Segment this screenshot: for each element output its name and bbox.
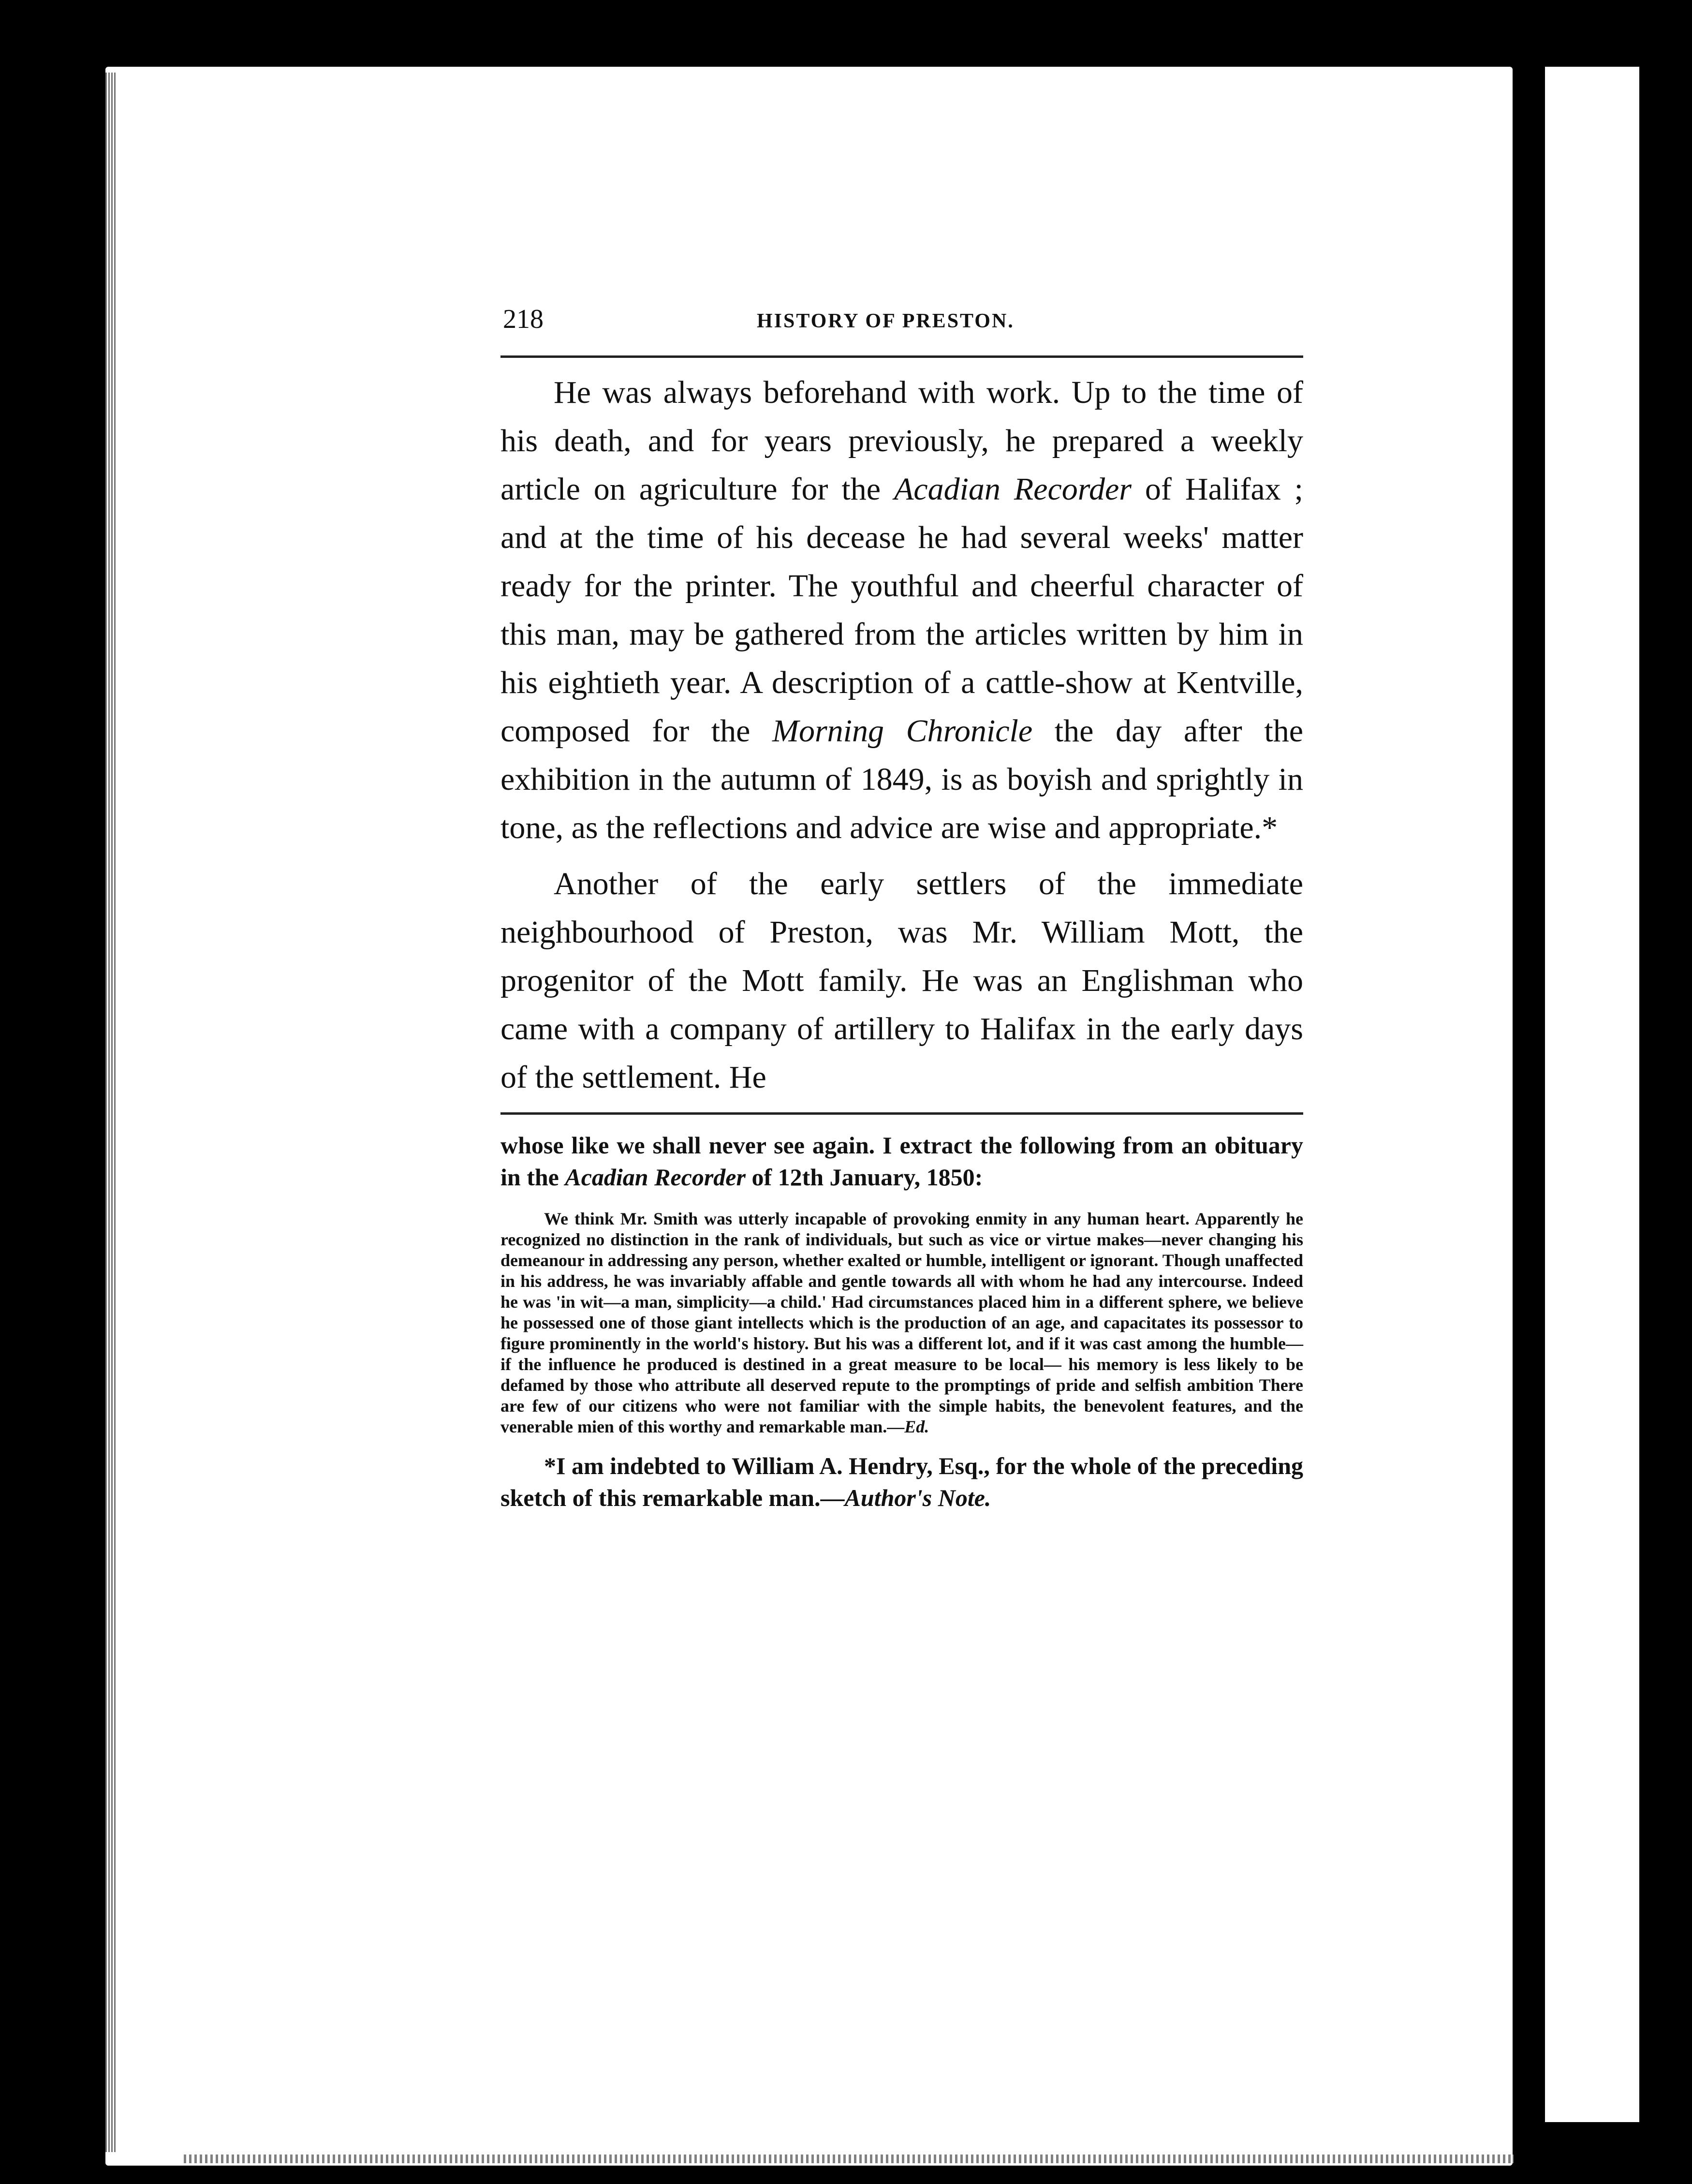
footnote-quote-signature: Ed. (904, 1417, 929, 1436)
next-page-edge (1545, 67, 1639, 2122)
author-note (500, 1450, 1303, 1514)
page-spine-edge (105, 73, 116, 2152)
footnote-quote (500, 1209, 1303, 1437)
paragraph-1 (500, 369, 1303, 852)
footnote-lead (500, 1129, 1303, 1193)
footnote-lead-text-b: of 12th January, 1850: (745, 1164, 983, 1191)
header-rule (500, 355, 1303, 358)
author-note-text: *I am indebted to William A. Hendry, Esq., for the whole of the preceding sketch of this remarkable man.— (500, 1452, 1303, 1511)
running-head (500, 300, 1303, 343)
footnote-lead-text-a: whose like we shall never see again. I extract the following from an obituary in the (500, 1132, 1303, 1191)
paragraph-1-text-a: He was always beforehand with work. Up to the time of his death, and for years previously, he prepared a weekly article on agriculture for the (500, 375, 1303, 507)
page-bottom-edge (184, 2154, 1514, 2163)
footnote-lead-italic: Acadian Recorder (565, 1164, 746, 1191)
paragraph-1-text-c: the day after the exhibition in the autumn of 1849, is as boyish and sprightly in tone, as the reflections and advice are wise and appropriate.* (500, 713, 1303, 845)
paragraph-1-text-b: of Halifax ; and at the time of his decease he had several weeks' matter ready for the printer. The youthful and cheerful character of this man, may be gathered from the articles written by him in his eightieth year. A description of a cattle-show at Kentville, composed for the (500, 472, 1304, 749)
paragraph-1-italic-b: Morning Chronicle (772, 713, 1033, 749)
footnote-rule (500, 1112, 1303, 1115)
paragraph-1-italic-a: Acadian Recorder (894, 472, 1132, 507)
paragraph-2: Another of the early settlers of the immediate neighbourhood of Preston, was Mr. William Mott, the progenitor of the Mott family. He was an Englishman who came with a company of artillery to Halifax in the early days of the settlement. He (500, 866, 1303, 1095)
footnote-quote-text: We think Mr. Smith was utterly incapable of provoking enmity in any human heart. Apparently he recognized no distinction in the rank of individuals, but such as vice or virtue makes—never changing his demeanour in addressing any person, whether exalted or humble, intelligent or ignorant. Though unaffected in his address, he was invariably affable and gentle towards all with whom he had any intercourse. Indeed he was 'in wit—a man, simplicity—a child.' Had circumstances placed him in a different sphere, we believe he possessed one of those giant intellects which is the production of an age, and capacitates its possessor to figure prominently in the world's history. But his was a different lot, and if it was cast among the humble—if the influence he produced is destined in a great measure to be local— his memory is less likely to be defamed by those who attribute all deserved repute to the promptings of pride and selfish ambition There are few of our citizens who were not familiar with the simple habits, the benevolent features, and the venerable mien of this worthy and remarkable man.— (500, 1209, 1303, 1436)
running-head-title: HISTORY OF PRESTON. (757, 310, 1015, 332)
author-note-italic: Author's Note. (844, 1484, 991, 1511)
page-number: 218 (503, 304, 544, 334)
page-content (500, 300, 1303, 1514)
